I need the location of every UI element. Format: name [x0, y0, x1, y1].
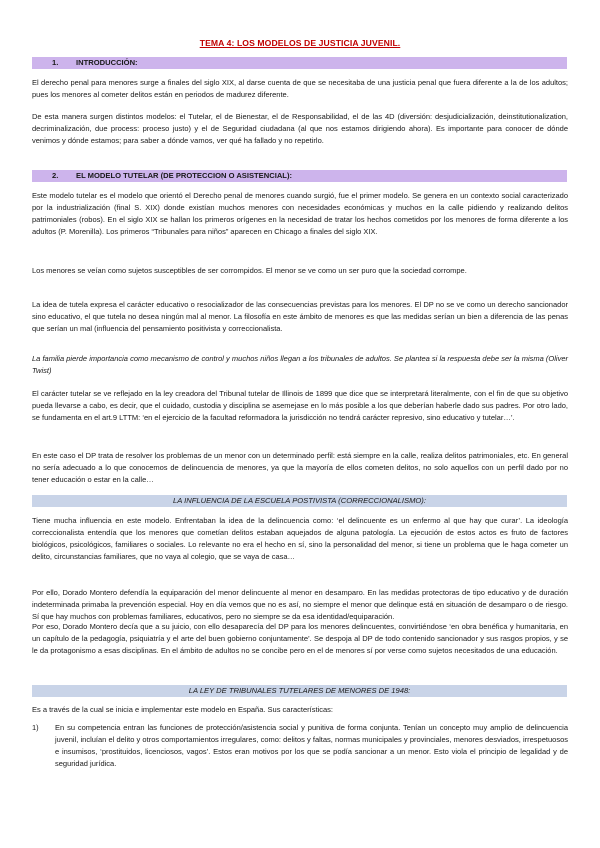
section-heading-modelo-tutelar: [32, 170, 567, 182]
section-title: INTRODUCCIÓN:: [76, 58, 138, 67]
section-number: 2.: [52, 171, 59, 180]
page-title: TEMA 4: LOS MODELOS DE JUSTICIA JUVENIL.: [199, 38, 401, 48]
paragraph: El carácter tutelar se ve reflejado en la ley creadora del Tribunal tutelar de Illinois de 1899 que dice que se interpretará literalmente, con el fin de que su objetivo pueda llevarse a cabo, es decir, que el cuidado, custodia y disciplina se asemejase en lo más posible a los que deberían haberle dado sus padres. Por otro lado, se fundamenta en el art.9 LTTM: ‘en el ejercicio de la facultad reformadora la jurisdicción no tendrá carácter represivo, sino educativo y tutelar…’.: [32, 389, 568, 422]
subsection-heading-ley-1948: LA LEY DE TRIBUNALES TUTELARES DE MENORES DE 1948:: [32, 685, 567, 697]
paragraph: Tiene mucha influencia en este modelo. Enfrentaban la idea de la delincuencia como: ‘el delincuente es un enfermo al que hay que curar’. La ideología correccionalista entendía que los menores que cometían delitos estaban aquejados de alguna patología. La ejecución de estos actos es fruto de factores biológicos, psicológicos, familiares o sociales. Lo relevante no era el hecho en sí, sino la personalidad del menor, si tiene un problema que le haga cometer un delito, circunstancias familiares, que no vaya al colegio, que se vaya de casa…: [32, 516, 568, 561]
section-number: 1.: [52, 58, 59, 67]
paragraph: Los menores se veían como sujetos susceptibles de ser corrompidos. El menor se ve como un ser puro que la sociedad corrompe.: [32, 266, 467, 275]
paragraph: Este modelo tutelar es el modelo que orientó el Derecho penal de menores cuando surgió, fue el primer modelo. Se genera en un contexto social caracterizado por la industrialización (final S. XIX) donde existían muchos menores con necesidades económicas y muchos en la calle pidiendo y realizando delitos patrimoniales (robos). En el siglo XIX se hallan los primeros orígenes en la necesidad de tratar los hechos cometidos por los menores de forma diferente a los adultos (P. Morenilla). Los primeros “Tribunales para niños” aparecen en Chicago a finales del siglo XIX.: [32, 191, 568, 236]
paragraph: En este caso el DP trata de resolver los problemas de un menor con un determinado perfil: está siempre en la calle, realiza delitos patrimoniales, etc. En general no sería adecuado a lo que conocemos de delincuencia de menores, ya que la mayoría de ellos cometen delitos, no solo aquellos con un perfil dado por no tener educación o estar en la calle…: [32, 451, 568, 484]
list-item-number: 1): [32, 723, 39, 732]
paragraph: Es a través de la cual se inicia e implementar este modelo en España. Sus características:: [32, 705, 333, 714]
paragraph: Por ello, Dorado Montero defendía la equiparación del menor delincuente al menor en desamparo. En las medidas protectoras de tipo educativo y de duración indeterminada primaba la prevención especial. Hoy en día vemos que no es así, no siempre el menor que delinque está en situación de desamparo o de riesgo. Sí que hay muchos con problemas familiares, educativos, pero no siempre se da esa identidad/equiparación.: [32, 588, 568, 621]
quote-paragraph: La familia pierde importancia como mecanismo de control y muchos niños llegan a los tribunales de adultos. Se plantea si la respuesta debe ser la misma (Oliver Twist): [32, 354, 568, 375]
section-heading-introduccion: [32, 57, 567, 69]
list-item: En su competencia entran las funciones de protección/asistencia social y punitiva de forma conjunta. Tenían un concepto muy amplio de delincuencia juvenil, incluían el delito y otros comportamientos irregulares, como: delitos y faltas, normas municipales y provinciales, menores desviados, irrespetuosos e insumisos, ‘prostituidos, licenciosos, vagos’. Estos eran motivos por los que se podía sancionar a un menor. Esto viola el principio de legalidad y de seguridad jurídica.: [55, 723, 568, 768]
paragraph: Por eso, Dorado Montero decía que a su juicio, con ello desaparecía del DP para los menores delincuentes, convirtiéndose ‘en obra benéfica y humanitaria, en un capítulo de la pedagogía, psiquiatría y el arte del buen gobierno conjuntamente’. Se despoja al DP de todo contenido sancionador y sus rasgos propios, y se le da protagonismo a esas disciplinas. En el ámbito de adultos no se concibe pero en el de menores sí por verse como sujetos necesitados de una educación.: [32, 622, 568, 655]
paragraph: La idea de tutela expresa el carácter educativo o resocializador de las consecuencias previstas para los menores. El DP no se ve como un derecho sancionador sino educativo, el que tutela no desea ningún mal al menor. La filosofía en este ámbito de menores es que las medidas serían un bien a diferencia de las penas que serían un mal (influencia del pensamiento positivista y correccionalista.: [32, 300, 568, 333]
paragraph: De esta manera surgen distintos modelos: el Tutelar, el de Bienestar, el de Responsabilidad, el de las 4D (diversión: desjudicialización, deinstitutionalization, decriminalización, due process: proceso justo) y el de Seguridad ciudadana (al que nos estamos dirigiendo ahora). Es importante para conocer de dónde venimos y dónde estamos; para saber a dónde vamos, ver qué ha fallado y no repetirlo.: [32, 112, 568, 145]
paragraph: El derecho penal para menores surge a finales del siglo XIX, al darse cuenta de que se necesitaba de una justicia penal que fuera diferente a la de los adultos; pues los menores al cometer delitos están en periodos de madurez diferente.: [32, 78, 568, 99]
section-title: EL MODELO TUTELAR (DE PROTECCION O ASISTENCIAL):: [76, 171, 292, 180]
subsection-heading-positivista: LA INFLUENCIA DE LA ESCUELA POSTIVISTA (CORRECCIONALISMO):: [32, 495, 567, 507]
